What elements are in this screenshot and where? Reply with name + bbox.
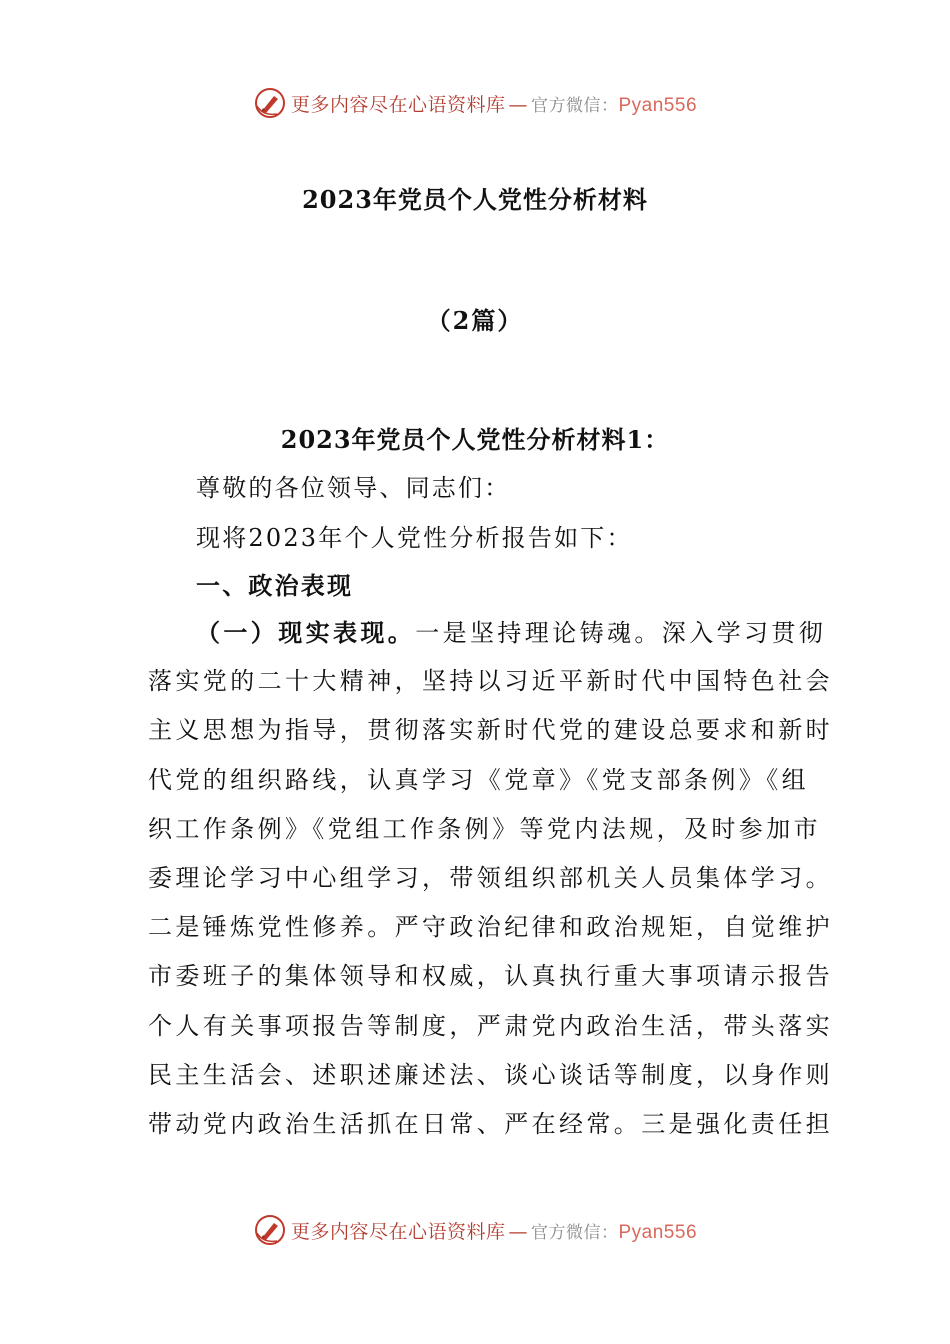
body-line-text: 一是坚持理论铸魂。深入学习贯彻 [415, 619, 827, 647]
watermark-dash: — [508, 1220, 528, 1243]
watermark-official: 官方微信： [531, 1222, 619, 1243]
intro-line: 现将2023年个人党性分析报告如下： [196, 524, 633, 552]
watermark-dash: — [508, 93, 528, 116]
body-line [148, 608, 827, 657]
watermark-text [291, 90, 697, 117]
body-paragraph [148, 608, 833, 1149]
greeting: 尊敬的各位领导、同志们： [196, 474, 511, 502]
subheading-reality: （一）现实表现。 [196, 618, 416, 647]
document-title: 2023年党员个人党性分析材料 [302, 185, 648, 214]
watermark-main: 更多内容尽在心语资料库 [290, 1220, 506, 1243]
body-line: 带动党内政治生活抓在日常、严在经常。三是强化责任担 [148, 1109, 833, 1138]
watermark-header [0, 83, 950, 123]
watermark-footer [0, 1210, 950, 1250]
body-line: 主义思想为指导，贯彻落实新时代党的建设总要求和新时 [148, 716, 833, 745]
pen-nib-icon [253, 86, 287, 120]
body-line: 个人有关事项报告等制度，严肃党内政治生活，带头落实 [148, 1011, 833, 1040]
body-line: 落实党的二十大精神，坚持以习近平新时代中国特色社会 [148, 667, 833, 696]
body-line: 代党的组织路线，认真学习《党章》《党支部条例》《组 [148, 765, 809, 794]
watermark-id: Pyan556 [618, 94, 698, 116]
document-subtitle: （2篇） [426, 306, 524, 335]
body-line: 市委班子的集体领导和权威，认真执行重大事项请示报告 [148, 962, 833, 991]
watermark-main: 更多内容尽在心语资料库 [290, 93, 506, 116]
section-title: 2023年党员个人党性分析材料1： [280, 425, 670, 454]
pen-nib-icon [253, 1213, 287, 1247]
body-line: 二是锤炼党性修养。严守政治纪律和政治规矩，自觉维护 [148, 913, 833, 942]
body-line: 织工作条例》《党组工作条例》等党内法规，及时参加市 [148, 814, 821, 843]
heading-political: 一、政治表现 [196, 571, 354, 600]
watermark-official: 官方微信： [531, 95, 619, 116]
watermark-id: Pyan556 [618, 1221, 698, 1243]
body-line: 民主生活会、述职述廉述法、谈心谈话等制度，以身作则 [148, 1060, 833, 1089]
body-line: 委理论学习中心组学习，带领组织部机关人员集体学习。 [148, 863, 833, 892]
watermark-text [291, 1217, 697, 1244]
